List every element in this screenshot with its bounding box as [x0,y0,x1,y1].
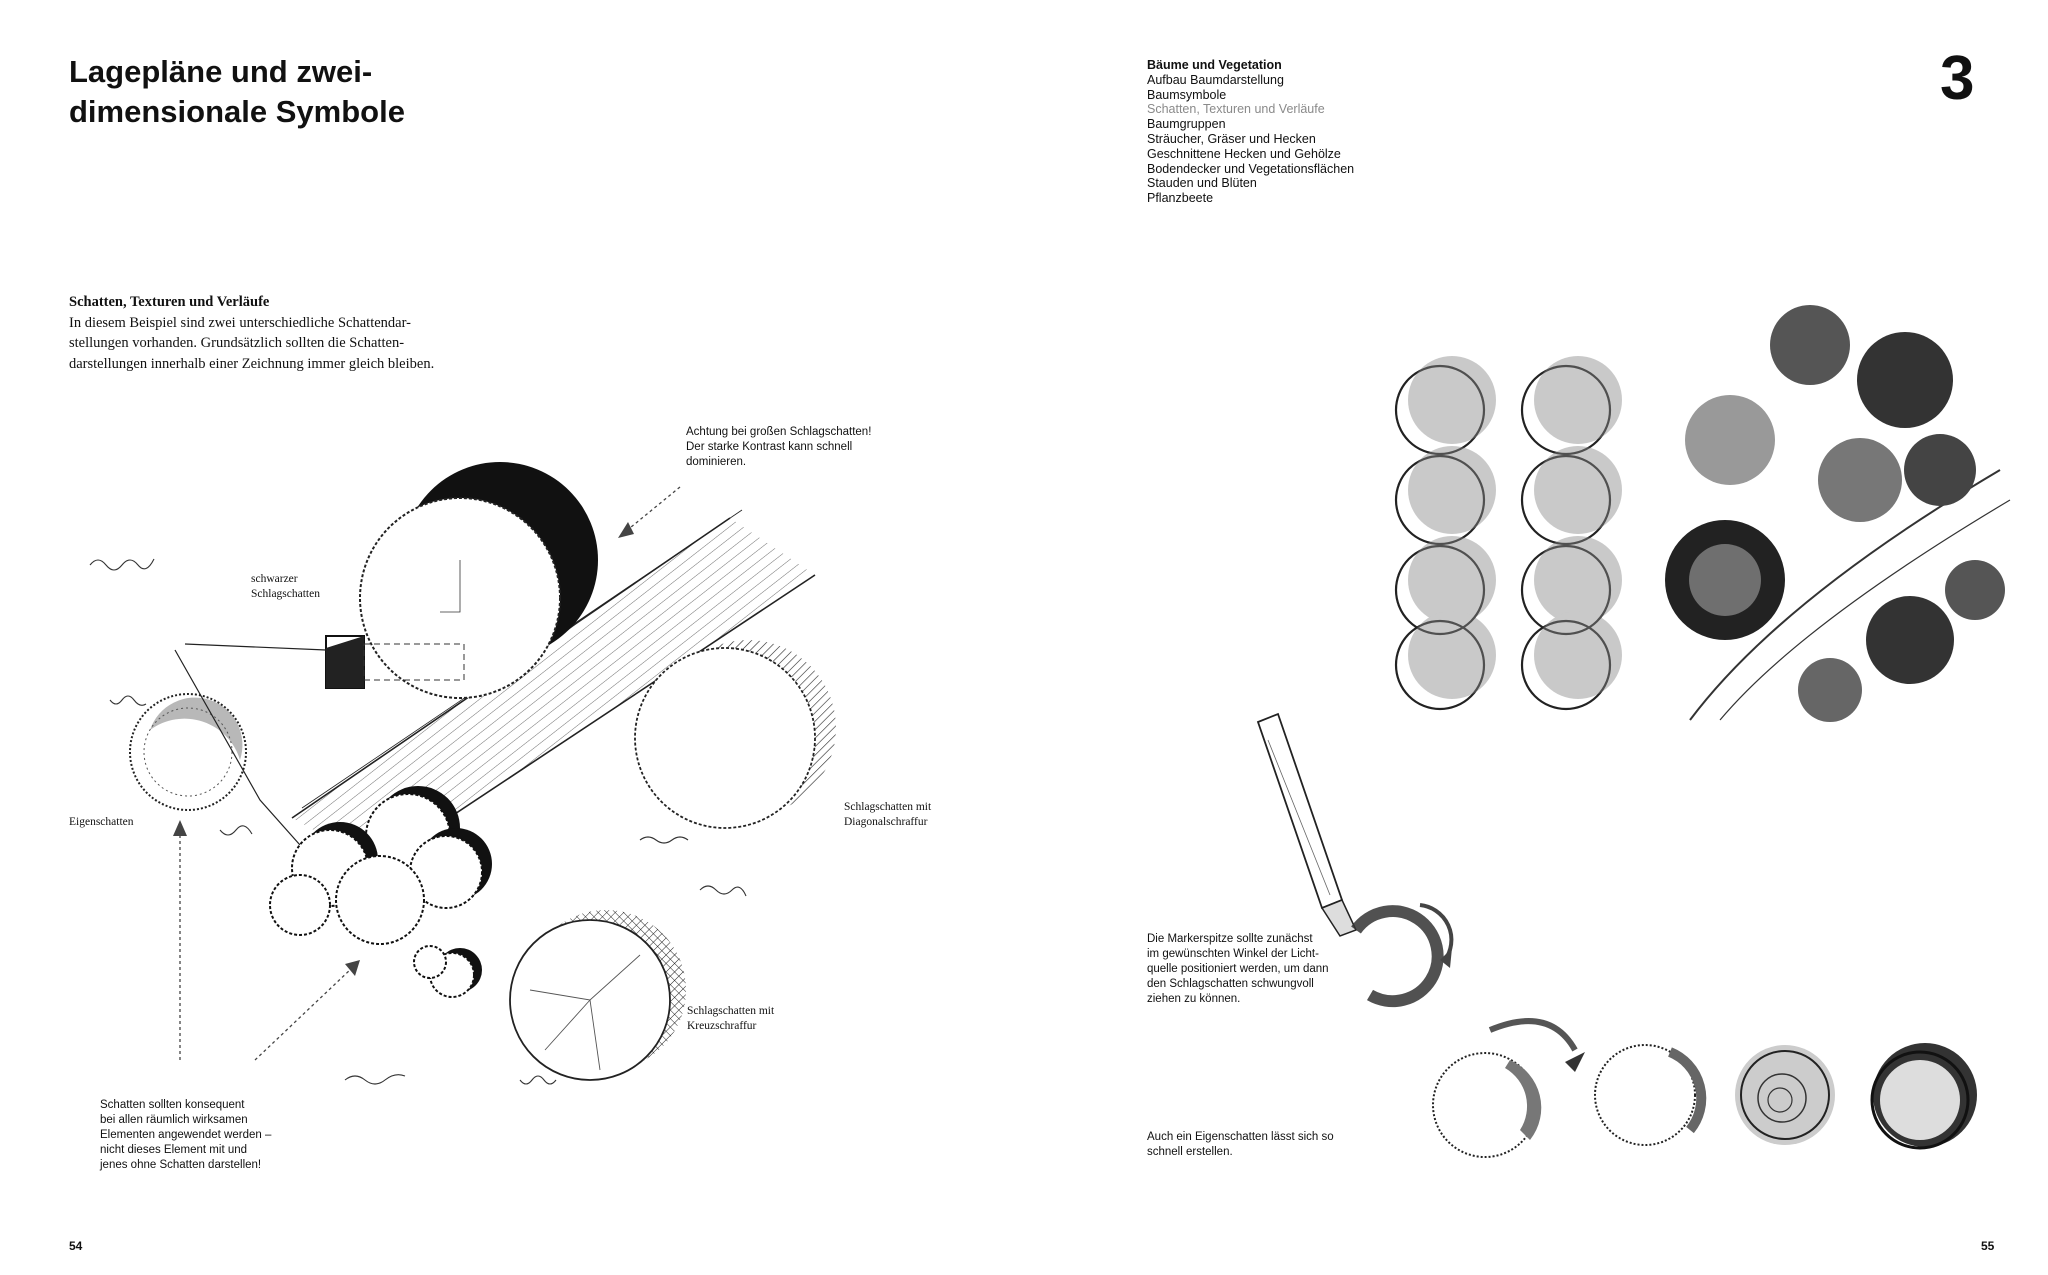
section-body-line-2: stellungen vorhanden. Grundsätzlich sollten die Schatten- [69,335,405,351]
toc-item[interactable]: Pflanzbeete [1147,191,1214,206]
toc-item[interactable]: Bodendecker und Vegetationsflächen [1147,161,1355,176]
caption-consistent [100,1098,271,1173]
tree-rows-illustration [1370,285,2010,725]
title-line-2: dimensionale Symbole [69,94,405,129]
caption-line: den Schlagschatten schwungvoll [1147,978,1314,990]
shadow-progression-illustration [1410,1010,1990,1190]
arrow-light-direction [625,487,680,532]
step-1-textured-tree [1433,1053,1541,1157]
chapter-number: 3 [1940,44,1975,113]
caption-line: Kreuzschraffur [687,1020,757,1032]
caption-line: schwarzer [251,573,298,585]
caption-line: Achtung bei großen Schlagschatten! [686,426,872,438]
step-2-outlined-tree [1595,1045,1701,1145]
caption-line: Die Markerspitze sollte zunächst [1147,933,1313,945]
caption-marker [1147,932,1329,1007]
caption-line: schnell erstellen. [1147,1146,1233,1158]
toc-item[interactable]: Aufbau Baumdarstellung [1147,72,1284,87]
section-text [69,292,489,374]
caption-own-shadow [69,815,134,830]
caption-line: ziehen zu können. [1147,993,1241,1005]
arrow-consistent [255,968,352,1060]
section-heading: Schatten, Texturen und Verläufe [69,294,270,310]
caption-line: Auch ein Eigenschatten lässt sich so [1147,1131,1334,1143]
caption-line: im gewünschten Winkel der Licht- [1147,948,1319,960]
caption-line: Schatten sollten konsequent [100,1099,245,1111]
caption-own-shadow-quick [1147,1130,1334,1160]
tree-own-shadow [130,694,246,810]
caption-line: bei allen räumlich wirksamen [100,1114,248,1126]
caption-line: Eigenschatten [69,816,134,828]
caption-line: Der starke Kontrast kann schnell [686,441,853,453]
caption-line: Schlagschatten mit [844,801,932,813]
caption-line: Schlagschatten mit [687,1005,775,1017]
title-line-1: Lagepläne und zwei- [69,54,373,89]
caption-warning [686,425,871,470]
toc-heading: Bäume und Vegetation [1147,58,1282,72]
step-4-dark-tree [1872,1043,1977,1148]
page-number-left: 54 [69,1239,83,1253]
toc-item[interactable]: Baumgruppen [1147,117,1226,132]
caption-black-shadow [251,572,320,602]
curved-arrow [1490,1021,1575,1050]
caption-line: Schlagschatten [251,588,320,600]
toc-item[interactable]: Stauden und Blüten [1147,176,1257,191]
tree-cross-shadow [510,910,686,1080]
toc-item[interactable]: Sträucher, Gräser und Hecken [1147,131,1316,146]
tree-row-left-shadow [1408,356,1496,699]
caption-line: Diagonalschraffur [844,816,928,828]
step-3-ring-tree [1735,1045,1835,1145]
caption-line: quelle positioniert werden, um dann [1147,963,1329,975]
caption-diagonal [844,800,931,830]
toc-item[interactable]: Geschnittene Hecken und Gehölze [1147,146,1341,161]
page-number-right: 55 [1981,1239,1995,1253]
page-title [69,52,589,132]
tree-group [1665,305,2010,722]
caption-line: jenes ohne Schatten darstellen! [100,1159,262,1171]
caption-line: dominieren. [686,456,747,468]
section-body-line-3: darstellungen innerhalb einer Zeichnung immer gleich bleiben. [69,355,435,372]
caption-line: Elementen angewendet werden – [100,1129,272,1141]
caption-cross [687,1004,774,1034]
caption-line: nicht dieses Element mit und [100,1144,248,1156]
chapter-toc [1147,58,1354,206]
toc-item-active[interactable]: Schatten, Texturen und Verläufe [1147,102,1325,117]
section-body-line-1: In diesem Beispiel sind zwei unterschiedliche Schattendar- [69,314,411,331]
toc-item[interactable]: Baumsymbole [1147,87,1227,102]
